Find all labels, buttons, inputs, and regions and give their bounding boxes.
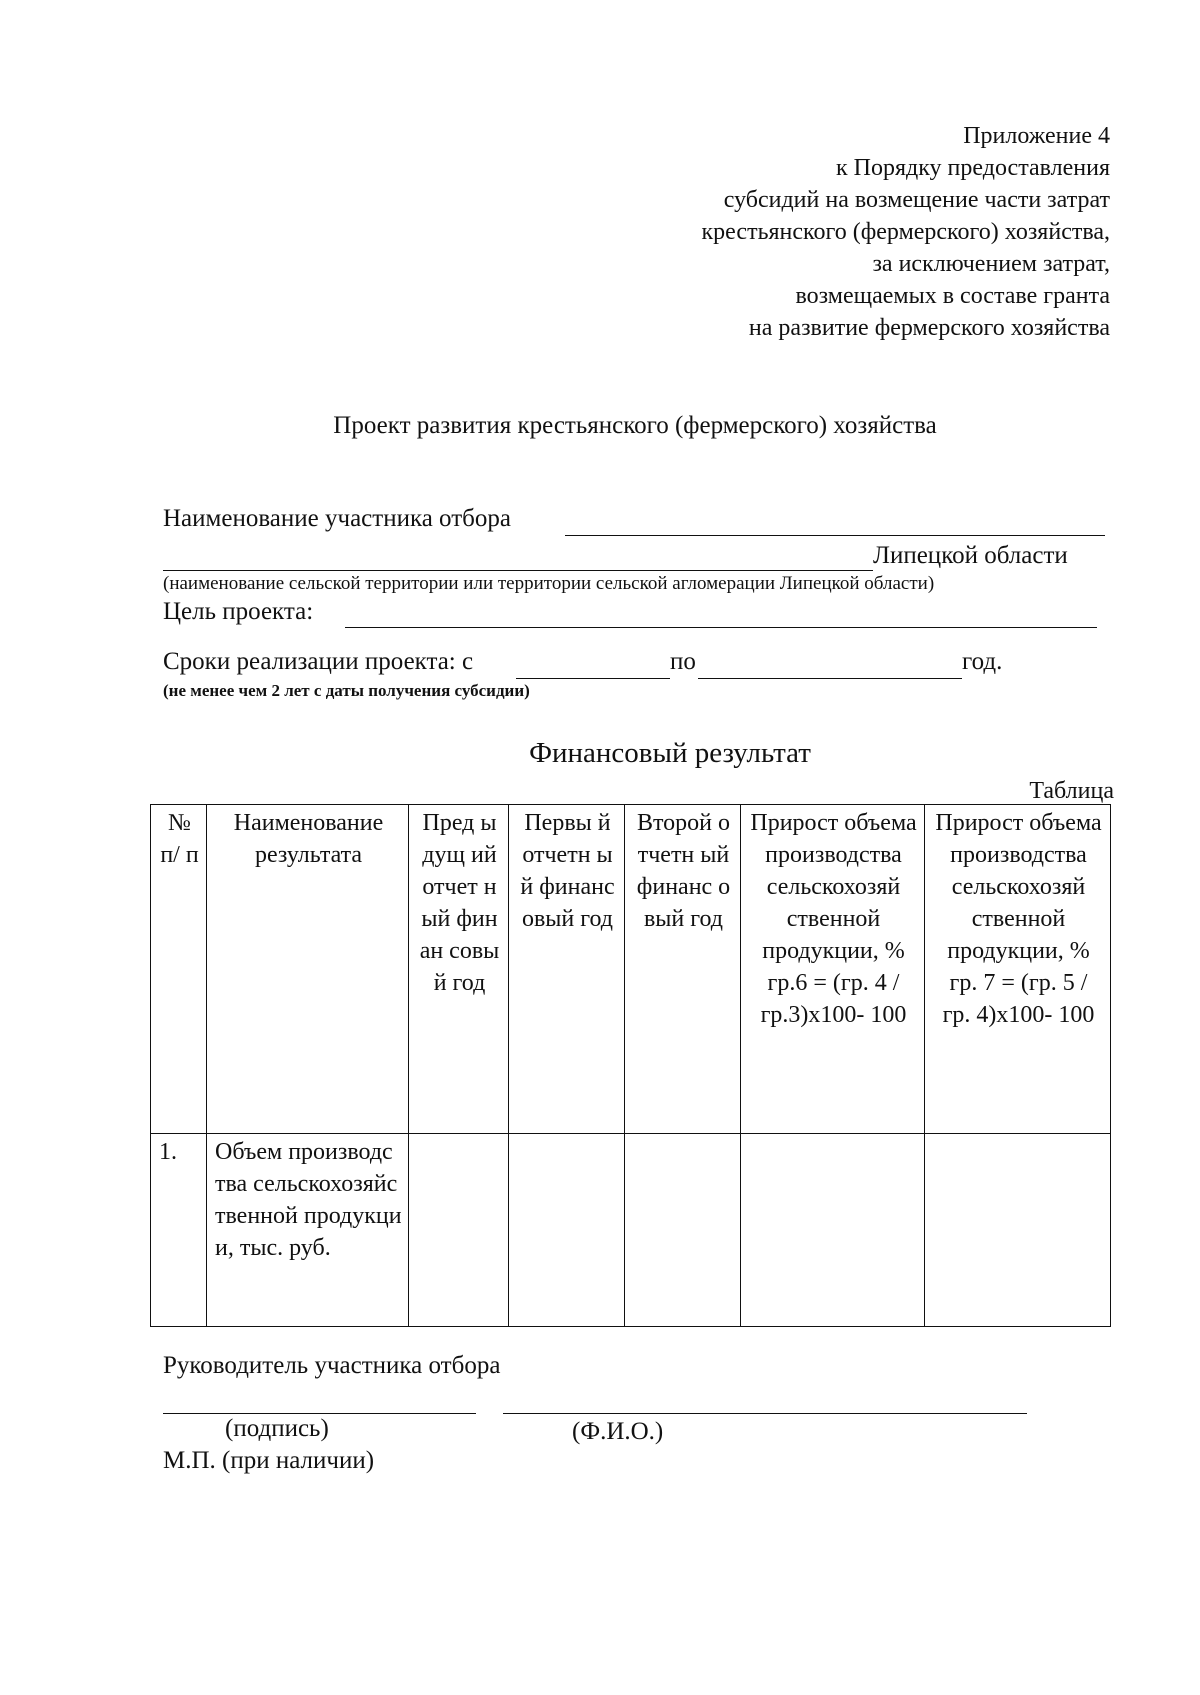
column-header-second-year [625,805,741,1134]
goal-field[interactable] [345,627,1097,628]
table-cell [207,1134,409,1327]
goal-label: Цель проекта: [163,598,314,625]
financial-result-table [150,804,1111,1327]
appendix-header [702,120,1110,344]
column-header-result-name [207,805,409,1134]
column-header-label: Второй отчетн ый финанс овый год [636,810,731,932]
column-header-label: Наименование результата [233,810,384,868]
table-cell-input[interactable] [741,1134,925,1327]
column-header-growth-7 [925,805,1111,1134]
participant-label: Наименование участника отбора [163,505,511,532]
table-cell-input[interactable] [509,1134,625,1327]
appendix-line: субсидий на возмещение части затрат [723,187,1110,213]
terms-year-label: год. [962,648,1003,675]
table-cell-input[interactable] [409,1134,509,1327]
column-header-growth-6 [741,805,925,1134]
appendix-line: к Порядку предоставления [835,155,1110,181]
table-label: Таблица [1029,778,1114,804]
terms-end-field[interactable] [698,678,962,679]
fio-field[interactable] [503,1413,1027,1414]
appendix-line: за исключением затрат, [872,251,1110,277]
region-suffix: Липецкой области [873,542,1068,569]
table-row [151,1134,1111,1327]
column-header-first-year [509,805,625,1134]
result-name-text: Объем производства сельскохозяйс твенной продукции, тыс. руб. [215,1139,402,1261]
column-header-number [151,805,207,1134]
appendix-line: крестьянского (фермерского) хозяйства, [701,219,1110,245]
signature-caption: (подпись) [225,1415,329,1442]
column-header-label: Пред ыдущ ий отчет ный финан совый год [419,810,500,996]
seal-label: М.П. (при наличии) [163,1447,375,1474]
column-header-label: Прирост объема производства сельскохозяй ственной продукции, % гр.6 = (гр. 4 / гр.3)х100- 100 [750,810,917,1028]
column-header-label: Первы й отчетн ый финанс овый год [520,810,615,932]
signature-field[interactable] [163,1413,476,1414]
section-title: Финансовый результат [529,737,811,769]
column-header-label: Прирост объема производства сельскохозяй ственной продукции, % гр. 7 = (гр. 5 / гр. 4)х100- 100 [935,810,1102,1028]
terms-hint: (не менее чем 2 лет с даты получения субсидии) [163,681,530,700]
project-title: Проект развития крестьянского (фермерского) хозяйства [333,412,937,439]
terms-start-field[interactable] [516,678,670,679]
head-label: Руководитель участника отбора [163,1352,501,1379]
column-header-previous-year [409,805,509,1134]
participant-field[interactable] [565,535,1105,536]
appendix-line: на развитие фермерского хозяйства [748,315,1110,341]
territory-hint: (наименование сельской территории или территории сельской агломерации Липецкой области) [163,573,935,594]
column-header-label: № п/ п [160,810,199,868]
table-header-row [151,805,1111,1134]
table-cell: 1. [151,1134,207,1327]
table-cell-input[interactable] [925,1134,1111,1327]
territory-field[interactable] [163,570,873,571]
terms-to-label: по [670,648,696,675]
appendix-line: Приложение 4 [963,123,1110,149]
appendix-line: возмещаемых в составе гранта [795,283,1110,309]
terms-label: Сроки реализации проекта: с [163,648,474,675]
table-cell-input[interactable] [625,1134,741,1327]
fio-caption: (Ф.И.О.) [572,1418,664,1445]
